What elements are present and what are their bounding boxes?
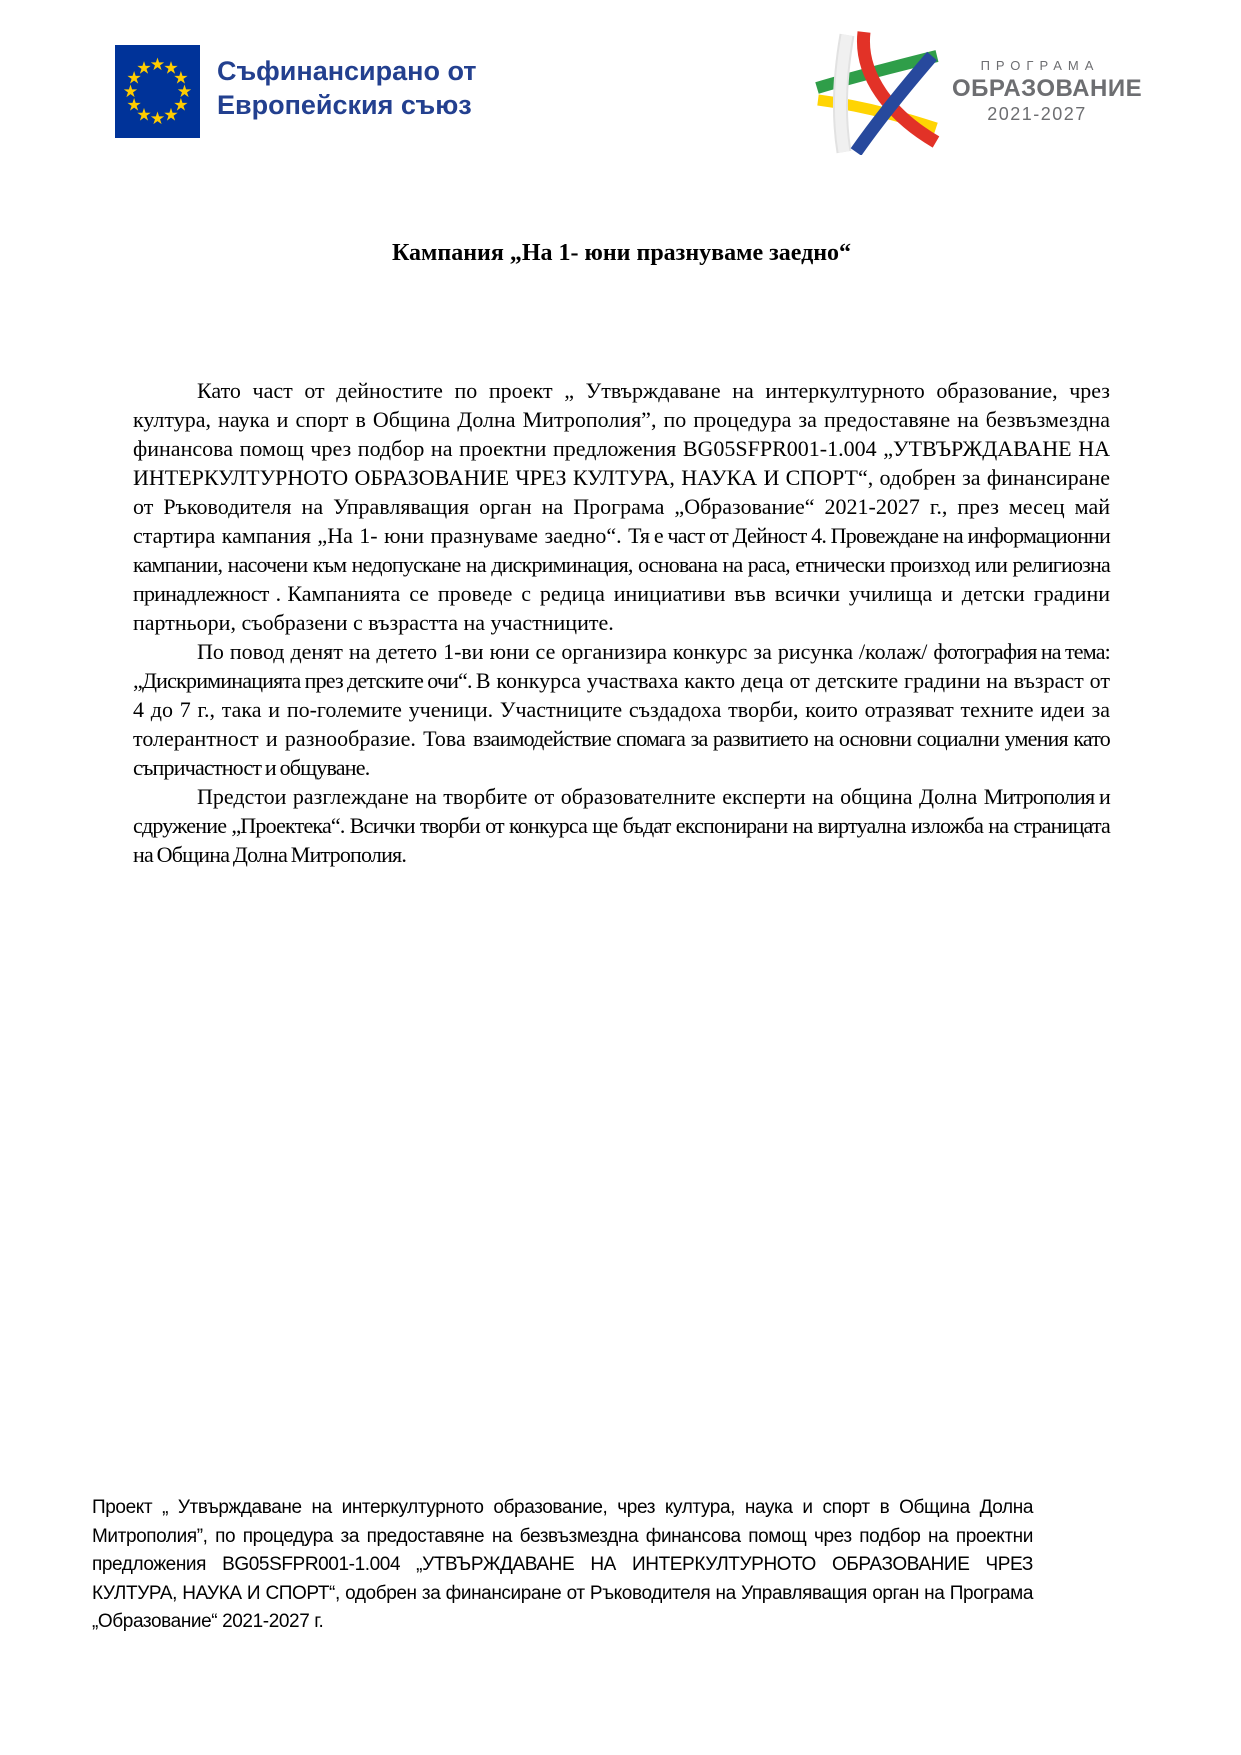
text-run: фотография на тема: „Дискриминацията през детските очи“.: [133, 639, 1110, 693]
page-title: Кампания „На 1- юни празнуваме заедно“: [391, 240, 852, 266]
eu-flag-icon: [115, 45, 200, 138]
body-paragraph: [133, 637, 1110, 782]
text-run: По повод денят на детето 1-ви юни се организира конкурс за рисунка /колаж/: [197, 639, 934, 664]
footer-note: Проект „ Утвърждаване на интеркултурното образование, чрез култура, наука и спорт в Община Долна Митрополия”, по процедура за предоставяне на безвъзмездна финансова помощ чрез подбор на проектни предложения BG05SFPR001-1.004 „УТВЪРЖДАВАНЕ НА ИНТЕРКУЛТУРНОТО ОБРАЗОВАНИЕ ЧРЕЗ КУЛТУРА, НАУКА И СПОРТ“, одобрен за финансиране от Ръководителя на Управляващия орган на Програма „Образование“ 2021-2027 г.: [92, 1497, 1033, 1632]
text-run: Предстои разглеждане на творбите от образователните експерти на община Долна: [197, 784, 984, 809]
eu-logo-line1: Съфинансирано от: [217, 56, 477, 86]
document-body: [133, 376, 1110, 869]
eu-logo-text: [217, 45, 477, 122]
eu-logo-line2: Европейския съюз: [217, 90, 472, 120]
program-ribbons-icon: [812, 30, 942, 155]
program-logo-label: ПРОГРАМА: [980, 58, 1100, 73]
text-run: Митрополия и сдружение „Проектека“. Всички творби от конкурса ще бъдат експонирани на виртуална изложба на страницата на Община Долна Митрополия.: [133, 784, 1110, 867]
text-run: Като част от дейностите по проект „ Утвърждаване на интеркултурното образование, чрез култура, наука и спорт в Община Долна Митрополия”, по процедура за предоставяне на безвъзмездна финансова помощ чрез подбор на проектни предложения BG05SFPR001-1.004 „УТВЪРЖДАВАНЕ НА ИНТЕРКУЛТУРНОТО ОБРАЗОВАНИЕ ЧРЕЗ КУЛТУРА, НАУКА И СПОРТ“, одобрен за финансиране от Ръководителя на Управляващия орган на Програма „Образование“ 2021-2027 г., през месец май стартира кампания „На 1- юни празнуваме заедно“.: [133, 378, 1110, 548]
eu-cofunded-logo: [115, 45, 477, 138]
body-paragraph: [133, 782, 1110, 869]
text-run: Тя е част от Дейност 4. Провеждане на информационни кампании, насочени към недопускане на дискриминация, основана на раса, етнически произход или религиозна принадлежност .: [133, 523, 1110, 606]
program-logo-years: 2021-2027: [987, 104, 1087, 124]
program-logo-text: [952, 30, 1143, 126]
text-run: Кампанията се проведе с редица инициативи във всички училища и детски градини партньори, съобразени с възрастта на участниците.: [133, 581, 1110, 635]
program-logo-name: ОБРАЗОВАНИЕ: [952, 75, 1143, 102]
program-education-logo: [812, 30, 1143, 155]
text-run: В конкурса участваха както деца от детските градини на възраст от 4 до 7 г., така и по-големите ученици. Участниците създадоха творби, които отразяват техните идеи за толерантност и разнообразие. Това: [133, 668, 1111, 751]
body-paragraph: [133, 376, 1110, 637]
text-run: взаимодействие спомага за развитието на основни социални умения като съпричастност и общуване.: [133, 726, 1111, 780]
